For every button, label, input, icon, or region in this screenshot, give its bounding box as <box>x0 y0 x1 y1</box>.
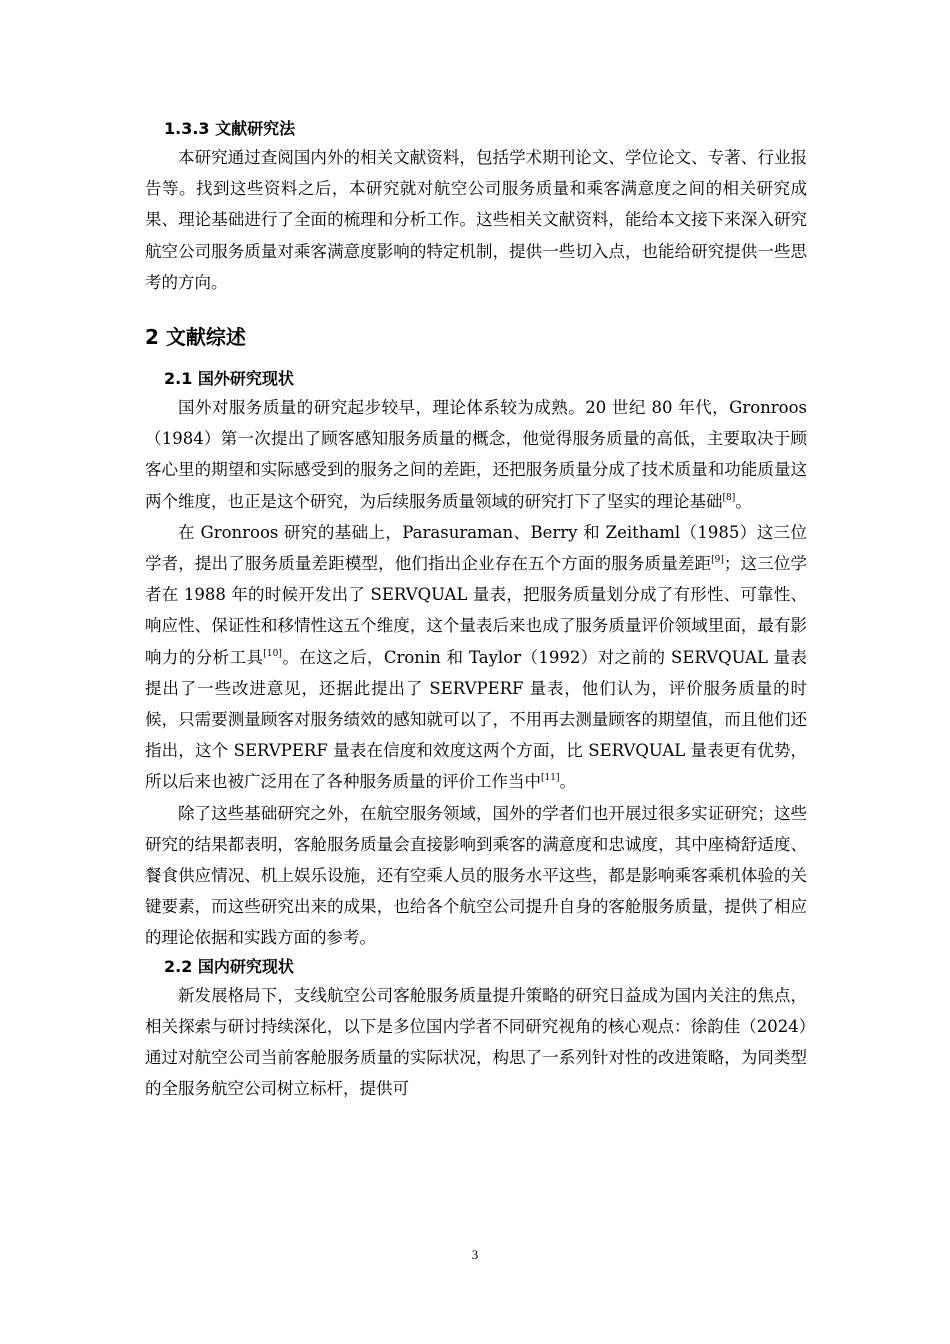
citation-ref: [10] <box>263 648 282 659</box>
paragraph-text: 国外对服务质量的研究起步较早，理论体系较为成熟。20 世纪 80 年代，Gronroos（1984）第一次提出了顾客感知服务质量的概念，他觉得服务质量的高低，主要取决于顾客心里的期望和实际感受到的服务之间的差距，还把服务质量分成了技术质量和功能质量这两个维度，也正是这个研究，为后续服务质量领域的研究打下了坚实的理论基础 <box>145 398 807 511</box>
section-heading-2-2: 2.2 国内研究现状 <box>164 956 294 976</box>
paragraph-foreign-research-1 <box>145 392 807 517</box>
section-heading-2-1: 2.1 国外研究现状 <box>164 369 294 389</box>
paragraph-literature-method: 本研究通过查阅国内外的相关文献资料，包括学术期刊论文、学位论文、专著、行业报告等。找到这些资料之后，本研究就对航空公司服务质量和乘客满意度之间的相关研究成果、理论基础进行了全面的梳理和分析工作。这些相关文献资料，能给本文接下来深入研究航空公司服务质量对乘客满意度影响的特定机制，提供一些切入点，也能给研究提供一些思考的方向。 <box>145 148 807 292</box>
paragraph-foreign-research-2 <box>145 517 807 798</box>
paragraph-text: 在 Gronroos 研究的基础上，Parasuraman、Berry 和 Zeithaml（1985）这三位学者，提出了服务质量差距模型，他们指出企业存在五个方面的服务质量差距 <box>145 522 807 574</box>
page-number: 3 <box>471 1247 479 1262</box>
citation-ref: [8] <box>722 492 736 503</box>
citation-ref: [9] <box>711 555 724 566</box>
section-heading-1-3-3: 1.3.3 文献研究法 <box>164 119 296 138</box>
paragraph-domestic-research-1: 新发展格局下，支线航空公司客舱服务质量提升策略的研究日益成为国内关注的焦点，相关探索与研讨持续深化，以下是多位国内学者不同研究视角的核心观点：徐韵佳（2024）通过对航空公司当前客舱服务质量的实际状况，构思了一系列针对性的改进策略，为同类型的全服务航空公司树立标杆，提供可 <box>145 985 807 1099</box>
page-content <box>145 116 807 1104</box>
paragraph-text: ；这三位学者在 1988 年的时候开发出了 SERVQUAL 量表，把服务质量划分成了有形性、可靠性、响应性、保证性和移情性这五个维度，这个量表后来也成了服务质量评价领域里面，最有影响力的分析工具 <box>145 554 808 667</box>
chapter-heading-2: 2 文献综述 <box>145 325 246 350</box>
citation-ref: [11] <box>541 773 560 784</box>
paragraph-text: 。 <box>735 491 752 511</box>
paragraph-text: 。 <box>559 772 576 792</box>
paragraph-text: 。在这之后，Cronin 和 Taylor（1992）对之前的 SERVQUAL 量表提出了一些改进意见，还据此提出了 SERVPERF 量表，他们认为，评价服务质量的时候，只需要测量顾客对服务绩效的感知就可以了，不用再去测量顾客的期望值，而且他们还指出，这个 SERVPERF 量表在信度和效度这两个方面，比 SERVQUAL 量表更有优势，所以后来也被广泛用在了各种服务质量的评价工作当中 <box>145 647 807 792</box>
paragraph-foreign-research-3: 除了这些基础研究之外，在航空服务领域，国外的学者们也开展过很多实证研究；这些研究的结果都表明，客舱服务质量会直接影响到乘客的满意度和忠诚度，其中座椅舒适度、餐食供应情况、机上娱乐设施，还有空乘人员的服务水平这些，都是影响乘客乘机体验的关键要素，而这些研究出来的成果，也给各个航空公司提升自身的客舱服务质量，提供了相应的理论依据和实践方面的参考。 <box>145 803 807 948</box>
